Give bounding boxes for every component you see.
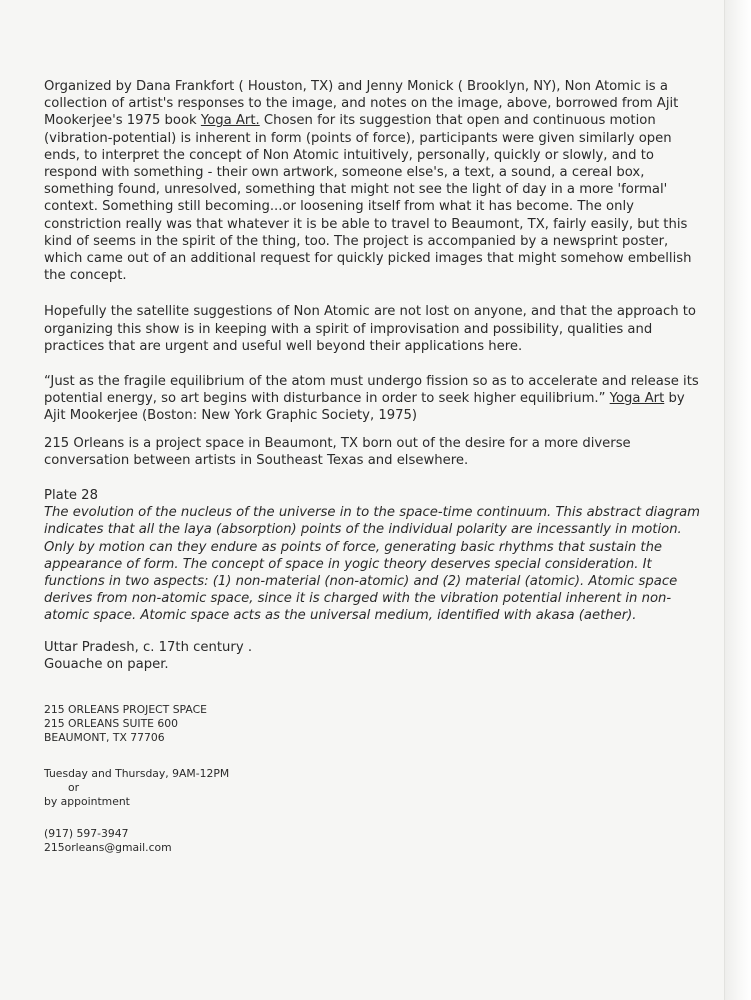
plate-description: The evolution of the nucleus of the universe in to the space-time continuum. This abstract diagram indicates that all the laya (absorption) points of the individual polarity are incessantly in motion. Only by motion can they endure as points of force, generating basic rhythms that sustain the appearance of form. The concept of space in yogic theory deserves special consideration. It functions in two aspects: (1) non-material (non-atomic) and (2) material (atomic). Atomic space derives from non-atomic space, since it is charged with the vibration potential inherent in non-atomic space. Atomic space acts as the universal medium, identified with akasa (aether).	[44, 505, 701, 624]
plate-title: Plate 28	[44, 488, 98, 504]
address-line: 215 ORLEANS SUITE 600	[44, 717, 179, 731]
project-space-paragraph: 215 Orleans is a project space in Beaumont, TX born out of the desire for a more diverse conversation between artists in Southeast Texas and elsewhere.	[44, 435, 631, 468]
hours-line: Tuesday and Thursday, 9AM-12PM	[44, 767, 230, 781]
quote-text: “Just as the fragile equilibrium of the atom must undergo fission so as to accelerate and release its potential energy, so art begins with disturbance in order to seek higher equilibrium.”	[44, 374, 699, 407]
email-address[interactable]: 215orleans@gmail.com	[44, 841, 172, 855]
quote-paragraph	[44, 373, 704, 425]
origin-line: Uttar Pradesh, c. 17th century .	[44, 639, 253, 655]
phone-number[interactable]: (917) 597-3947	[44, 827, 129, 841]
contact-block	[44, 827, 704, 855]
intro-paragraph	[44, 78, 704, 284]
hours-block	[44, 767, 704, 809]
address-block	[44, 703, 704, 745]
yoga-art-link[interactable]: Yoga Art.	[200, 113, 260, 129]
intro-text-continued: Chosen for its suggestion that open and continuous motion (vibration-potential) is inherent in form (points of force), participants were given similarly open ends, to interpret the concept of Non Atomic intuitively, personally, quickly or slowly, and to respond with something - their own artwork, someone else's, a text, a sound, a cereal box, something found, unresolved, something that might not see the light of day in a more 'formal' context. Something still becoming...or loosening itself from what it has become. The only constriction really was that whatever it is be able to travel to Beaumont, TX, fairly easily, but this kind of seems in the spirit of the thing, too. The project is accompanied by a newsprint poster, which came out of an additional request for quickly picked images that might somehow embellish the concept.	[44, 113, 692, 284]
quote-book-link[interactable]: Yoga Art	[609, 391, 665, 407]
page-edge	[724, 0, 751, 1000]
hours-appointment: by appointment	[44, 795, 130, 809]
document-body	[44, 78, 704, 855]
origin-section	[44, 639, 704, 673]
satellite-paragraph: Hopefully the satellite suggestions of Non Atomic are not lost on anyone, and that the approach to organizing this show is in keeping with a spirit of improvisation and possibility, qualities and practices that are urgent and useful well beyond their applications here.	[44, 304, 696, 354]
plate-section	[44, 487, 704, 625]
quote-citation: by Ajit Mookerjee (Boston: New York Graphic Society, 1975)	[44, 391, 685, 424]
address-line: BEAUMONT, TX 77706	[44, 731, 165, 745]
address-line: 215 ORLEANS PROJECT SPACE	[44, 703, 207, 717]
intro-text: Organized by Dana Frankfort ( Houston, TX) and Jenny Monick ( Brooklyn, NY), Non Atomic is a collection of artist's responses to the image, and notes on the image, above, borrowed from Ajit Mookerjee's 1975 book	[44, 79, 679, 129]
hours-or: or	[68, 781, 80, 795]
medium-line: Gouache on paper.	[44, 656, 169, 672]
